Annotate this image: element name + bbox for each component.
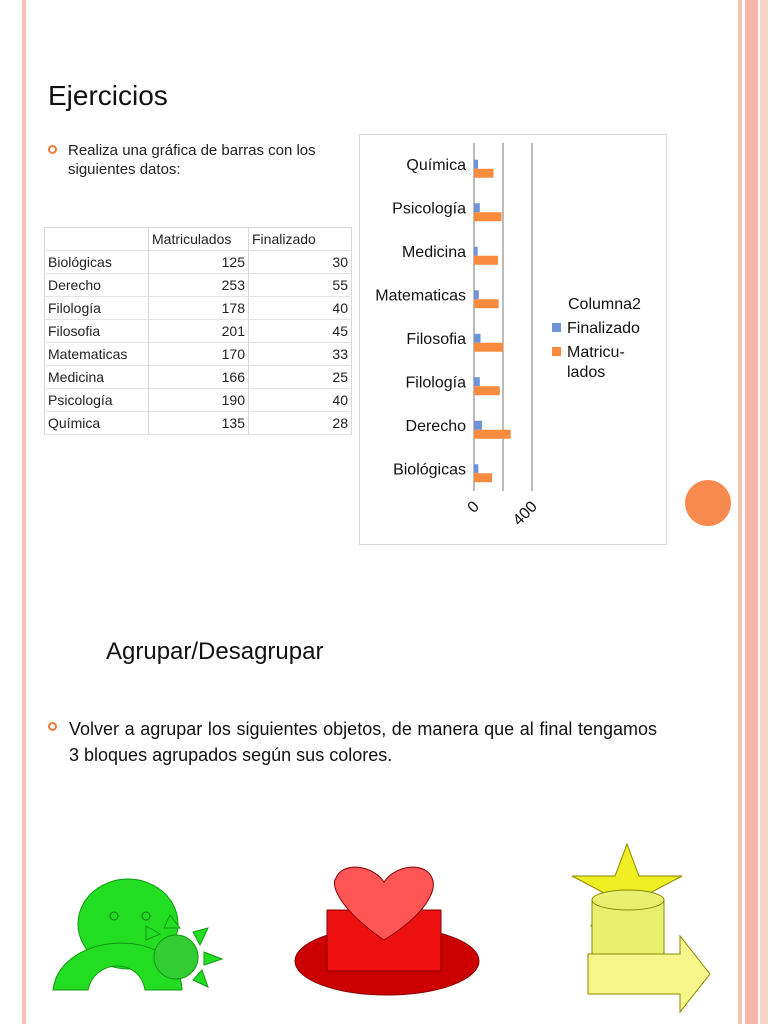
x-tick-label: 0 <box>464 498 483 517</box>
bar-matriculados <box>474 256 498 265</box>
yellow-shape-group[interactable] <box>572 844 710 1012</box>
category-label: Biológicas <box>393 461 466 479</box>
bar-matriculados <box>474 430 511 439</box>
sun-ray <box>204 952 222 965</box>
table-cell: Biológicas <box>45 251 149 274</box>
table-row <box>45 320 352 343</box>
category-label: Filología <box>405 374 466 392</box>
table-cell: 40 <box>249 297 352 320</box>
table-cell: 178 <box>149 297 249 320</box>
table-cell: Psicología <box>45 389 149 412</box>
legend-swatch <box>552 347 561 356</box>
table-cell: 40 <box>249 389 352 412</box>
header-cell: Finalizado <box>249 228 352 251</box>
table-cell: Química <box>45 412 149 435</box>
table-row <box>45 251 352 274</box>
bullet-icon <box>48 722 57 731</box>
bar-matriculados <box>474 473 492 482</box>
legend-label: Matricu- <box>567 344 625 361</box>
category-label: Química <box>406 156 466 174</box>
bar-finalizado <box>474 160 478 169</box>
bar-finalizado <box>474 377 480 386</box>
bullet-icon <box>48 145 57 154</box>
category-label: Filosofia <box>406 330 466 348</box>
category-label: Derecho <box>405 417 466 435</box>
table-row <box>45 274 352 297</box>
table-cell: Derecho <box>45 274 149 297</box>
bar-finalizado <box>474 334 481 343</box>
table-cell: Filosofia <box>45 320 149 343</box>
table-row <box>45 389 352 412</box>
table-cell: 253 <box>149 274 249 297</box>
bar-finalizado <box>474 421 482 430</box>
legend-label: lados <box>567 364 606 381</box>
groupable-shapes <box>0 830 768 1024</box>
bar-matriculados <box>474 212 502 221</box>
bar-finalizado <box>474 203 480 212</box>
page-title: Ejercicios <box>48 80 168 111</box>
bar-finalizado <box>474 247 478 256</box>
x-tick-label: 400 <box>509 498 541 530</box>
table-row <box>45 366 352 389</box>
table-cell: 125 <box>149 251 249 274</box>
table-row <box>45 343 352 366</box>
category-label: Medicina <box>401 243 466 261</box>
table-row <box>45 297 352 320</box>
table-cell: 25 <box>249 366 352 389</box>
bar-chart <box>359 134 667 545</box>
table-cell: 55 <box>249 274 352 297</box>
table-cell: Matematicas <box>45 343 149 366</box>
bar-finalizado <box>474 464 478 473</box>
instruction-text: Volver a agrupar los siguientes objetos, de manera que al final tengamos 3 bloques agrupados según sus colores. <box>69 719 657 765</box>
table-header-row <box>45 228 352 251</box>
bar-chart-svg <box>360 135 666 544</box>
section-title: Agrupar/Desagrupar <box>106 638 324 665</box>
table-cell: Filología <box>45 297 149 320</box>
table-cell: 190 <box>149 389 249 412</box>
table-cell: 166 <box>149 366 249 389</box>
red-shape-group[interactable] <box>295 867 479 995</box>
table-cell: 28 <box>249 412 352 435</box>
table-cell: 30 <box>249 251 352 274</box>
sun-shape[interactable] <box>154 935 198 979</box>
table-row <box>45 412 352 435</box>
category-label: Matematicas <box>375 287 466 305</box>
bar-finalizado <box>474 290 479 299</box>
bar-matriculados <box>474 299 499 308</box>
data-table <box>44 227 352 435</box>
category-label: Psicología <box>392 200 466 218</box>
intro-text: Realiza una gráfica de barras con los siguientes datos: <box>68 142 316 178</box>
bar-matriculados <box>474 386 500 395</box>
bar-matriculados <box>474 343 503 352</box>
table-cell: Medicina <box>45 366 149 389</box>
table-cell: 201 <box>149 320 249 343</box>
table-cell: 45 <box>249 320 352 343</box>
table-cell: 170 <box>149 343 249 366</box>
legend-label: Finalizado <box>567 320 640 337</box>
legend-title: Columna2 <box>568 296 641 313</box>
sun-ray <box>193 928 208 945</box>
header-cell: Matriculados <box>149 228 249 251</box>
bar-matriculados <box>474 169 494 178</box>
table-cell: 135 <box>149 412 249 435</box>
decorative-orange-circle <box>685 480 731 526</box>
legend-swatch <box>552 323 561 332</box>
header-cell <box>45 228 149 251</box>
table-cell: 33 <box>249 343 352 366</box>
cylinder-top <box>592 890 664 910</box>
green-shape-group[interactable] <box>53 879 222 990</box>
sun-ray <box>193 970 208 987</box>
